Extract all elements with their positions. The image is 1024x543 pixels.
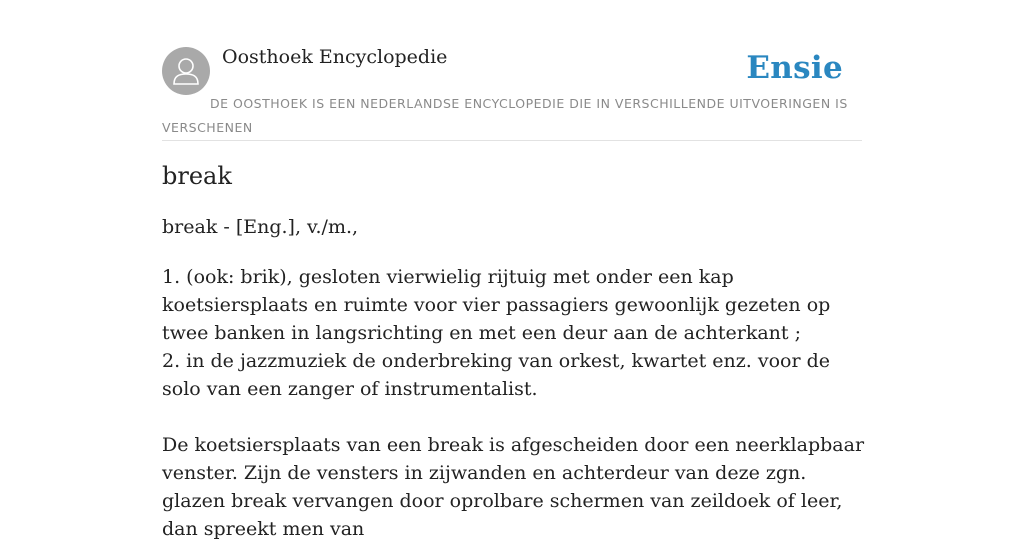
site-name[interactable]: Oosthoek Encyclopedie — [222, 46, 448, 68]
definition-item: 1. (ook: brik), gesloten vierwielig rijtuig met onder een kap koetsiersplaats en ruimte voor vier passagiers gewoonlijk gezeten op twee banken in langsrichting en met een deur aan de achterkant ; — [162, 266, 831, 344]
definition-item: 2. in de jazzmuziek de onderbreking van orkest, kwartet enz. voor de solo van een zanger of instrumentalist. — [162, 350, 831, 400]
user-avatar-icon[interactable] — [162, 47, 210, 95]
brand-logo[interactable]: Ensie — [746, 50, 843, 86]
site-description: DE OOSTHOEK IS EEN NEDERLANDSE ENCYCLOPEDIE DIE IN VERSCHILLENDE UITVOERINGEN IS VERSCHENEN — [162, 96, 848, 135]
article-title: break — [162, 162, 232, 190]
article-headword: break - [Eng.], v./m., — [162, 216, 359, 238]
article-definitions — [162, 263, 867, 403]
article-paragraph: De koetsiersplaats van een break is afgescheiden door een neerklapbaar venster. Zijn de vensters in zijwanden en achterdeur van deze zgn. glazen break vervangen door oprolbare schermen van zeildoek of leer, dan spreekt men van — [162, 434, 865, 540]
page-container — [162, 0, 865, 540]
site-header — [162, 0, 862, 141]
